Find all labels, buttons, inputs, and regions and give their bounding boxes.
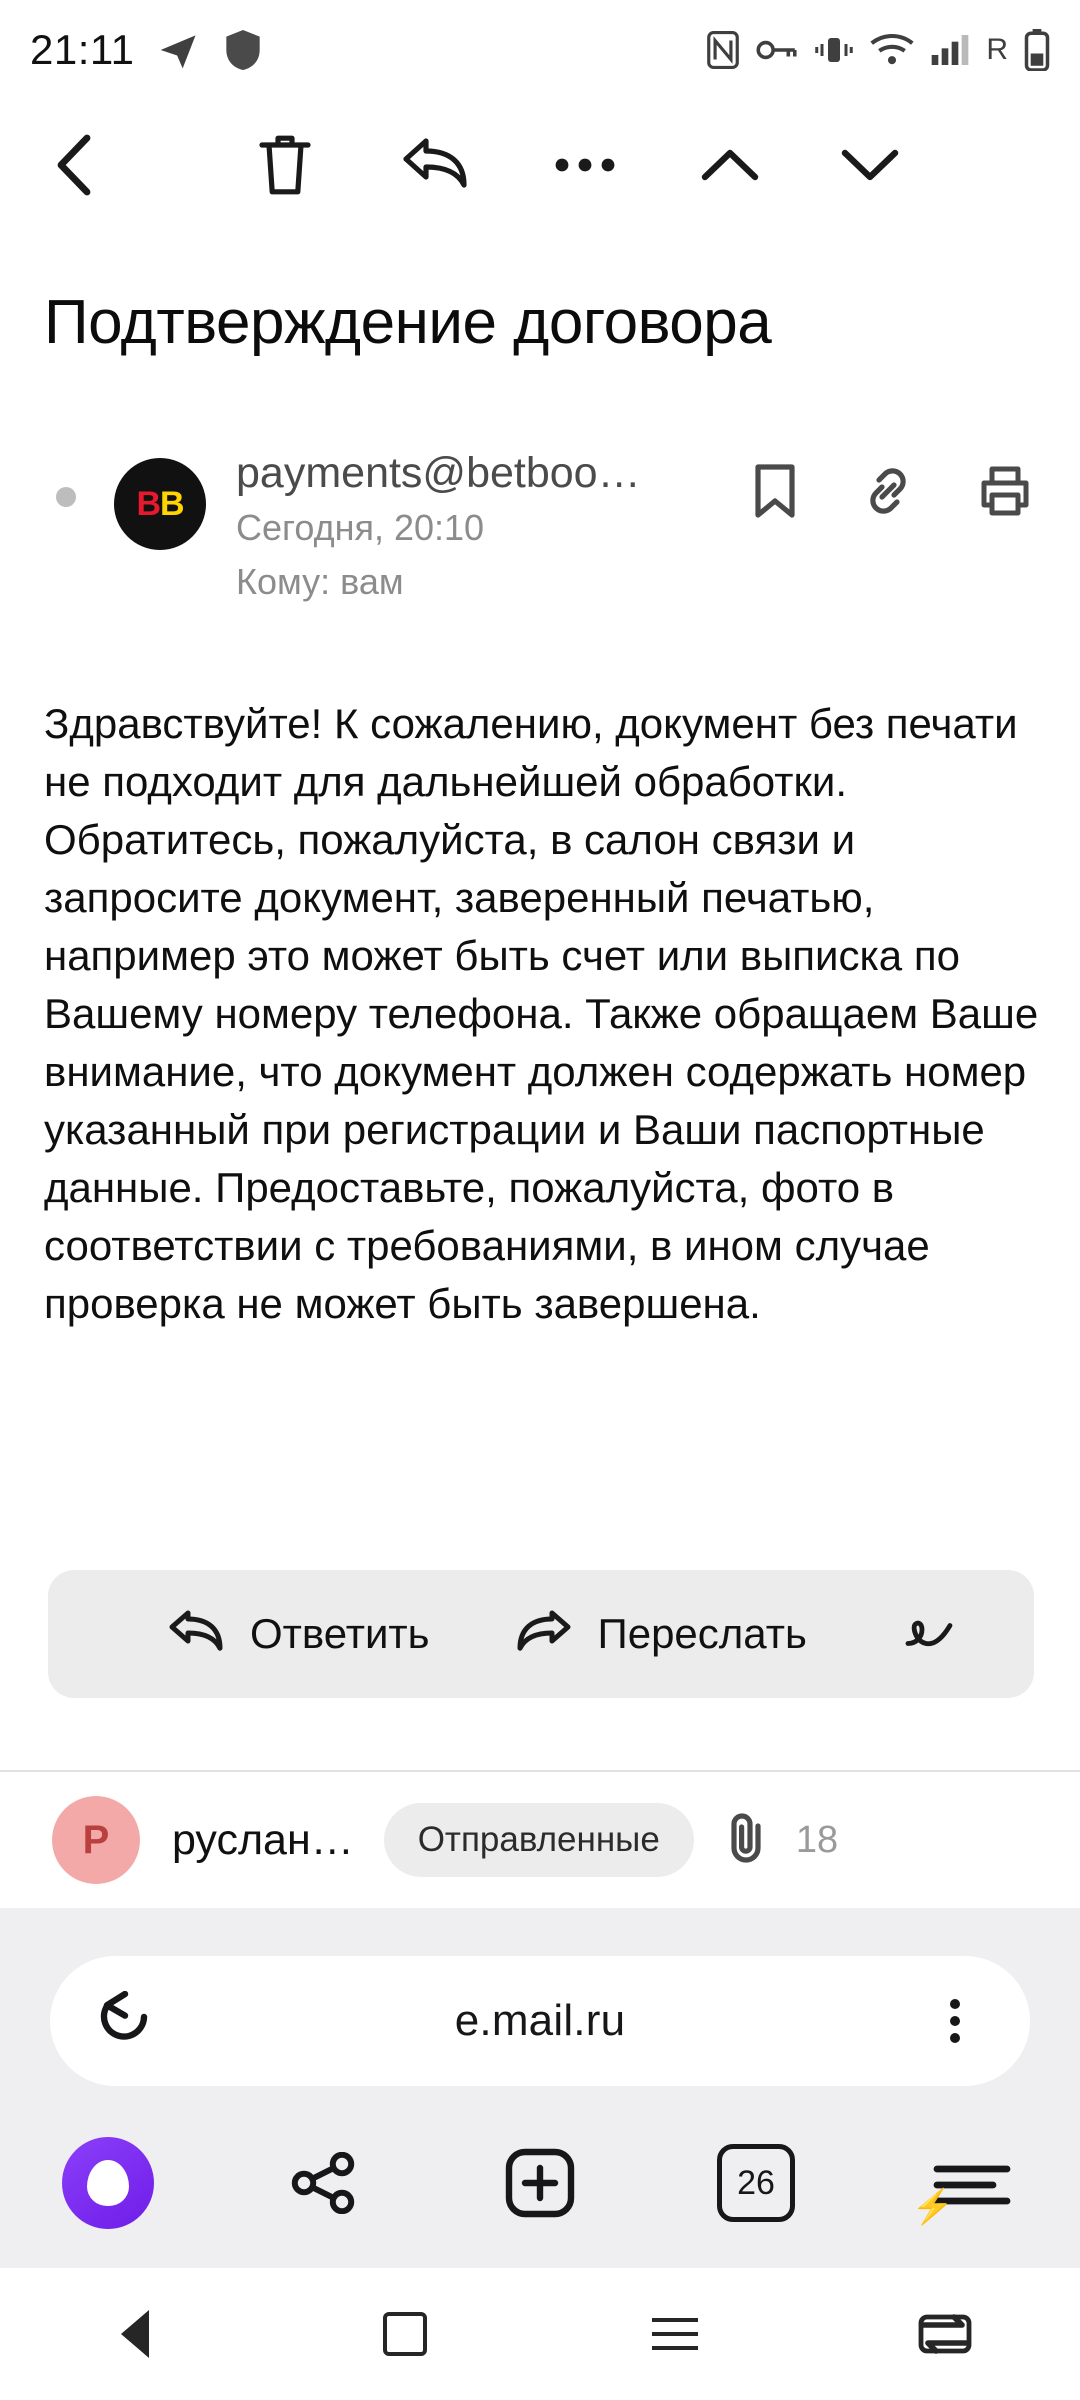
plus-icon xyxy=(504,2147,576,2219)
share-icon xyxy=(291,2152,357,2214)
message-date: Сегодня, 20:10 xyxy=(236,507,485,548)
list-item-sender: руслан… xyxy=(172,1815,354,1864)
quick-forward-button[interactable] xyxy=(516,1607,807,1662)
avatar: P xyxy=(52,1796,140,1884)
quick-forward-label: Переслать xyxy=(597,1610,807,1657)
next-message-button[interactable] xyxy=(800,110,940,220)
sender-email[interactable]: payments@betboo… xyxy=(236,449,641,497)
tab-switcher-button[interactable] xyxy=(648,2144,864,2222)
alice-icon xyxy=(62,2137,154,2229)
bookmark-icon[interactable] xyxy=(752,463,798,524)
notification-spark-icon: ⚡ xyxy=(911,2188,954,2226)
reply-button[interactable] xyxy=(360,110,510,220)
forward-icon xyxy=(516,1607,572,1662)
signal-icon xyxy=(930,33,970,67)
status-badge: Отправленные xyxy=(384,1803,694,1877)
vibrate-icon xyxy=(814,35,854,65)
status-bar-right xyxy=(706,29,1050,71)
status-bar xyxy=(0,0,1080,100)
vpn-key-icon xyxy=(756,37,798,63)
share-button[interactable] xyxy=(216,2152,432,2214)
status-clock: 21:11 xyxy=(30,26,135,73)
quick-actions-bar xyxy=(48,1570,1034,1698)
android-navigation-bar xyxy=(0,2268,1080,2400)
unread-dot xyxy=(56,487,76,507)
signature-icon[interactable] xyxy=(904,1610,964,1659)
shield-icon xyxy=(223,27,263,73)
reload-icon[interactable] xyxy=(50,1991,200,2051)
wifi-icon xyxy=(870,33,914,67)
battery-icon xyxy=(1024,29,1050,71)
browser-toolbar xyxy=(0,2108,1080,2258)
nav-home-icon[interactable] xyxy=(270,2312,540,2356)
print-icon[interactable] xyxy=(978,465,1032,522)
delete-button[interactable] xyxy=(210,110,360,220)
overflow-menu-icon[interactable] xyxy=(880,1992,1030,2050)
previous-message-button[interactable] xyxy=(660,110,800,220)
roaming-label: R xyxy=(986,33,1008,66)
sender-info xyxy=(236,445,641,609)
url-text[interactable]: e.mail.ru xyxy=(454,1996,626,2045)
paperclip-icon xyxy=(722,1810,770,1871)
avatar-initial-first: B xyxy=(136,484,160,523)
avatar-initial-second: B xyxy=(160,484,184,523)
alice-assistant-button[interactable] xyxy=(0,2137,216,2229)
url-bar[interactable] xyxy=(50,1956,1030,2086)
nav-recents-icon[interactable] xyxy=(540,2318,810,2350)
telegram-icon xyxy=(157,28,201,72)
avatar[interactable] xyxy=(114,458,206,550)
nav-back-icon[interactable] xyxy=(0,2310,270,2358)
nav-switch-icon[interactable] xyxy=(810,2311,1080,2357)
message-action-icons xyxy=(752,463,1032,524)
list-item-count: 18 xyxy=(795,1818,839,1861)
more-options-button[interactable] xyxy=(510,110,660,220)
status-bar-left xyxy=(30,26,263,74)
reply-icon xyxy=(168,1607,224,1662)
list-item[interactable] xyxy=(0,1772,1080,1908)
message-recipients[interactable]: Кому: вам xyxy=(236,561,404,602)
browser-chrome xyxy=(0,1908,1080,2268)
quick-reply-label: Ответить xyxy=(250,1610,430,1657)
new-tab-button[interactable] xyxy=(432,2147,648,2219)
browser-menu-button[interactable] xyxy=(864,2159,1080,2226)
link-icon[interactable] xyxy=(860,463,916,524)
mail-toolbar xyxy=(0,110,1080,220)
quick-reply-button[interactable] xyxy=(168,1607,430,1662)
nfc-icon xyxy=(706,31,740,69)
message-subject: Подтверждение договора xyxy=(44,288,772,357)
back-button[interactable] xyxy=(0,110,150,220)
sender-block xyxy=(44,435,1044,625)
tab-count-label: 26 xyxy=(717,2144,795,2222)
message-body: Здравствуйте! К сожалению, документ без печати не подходит для дальнейшей обработки. Обратитесь, пожалуйста, в салон связи и запросите документ, заверенный печатью, например это может быть счет или выписка по Вашему номеру телефона. Также обращаем Ваше внимание, что документ должен содержать номер указанный при регистрации и Ваши паспортные данные. Предоставьте, пожалуйста, фото в соответствии с требованиями, в ином случае проверка не может быть завершена. xyxy=(44,700,1039,1327)
